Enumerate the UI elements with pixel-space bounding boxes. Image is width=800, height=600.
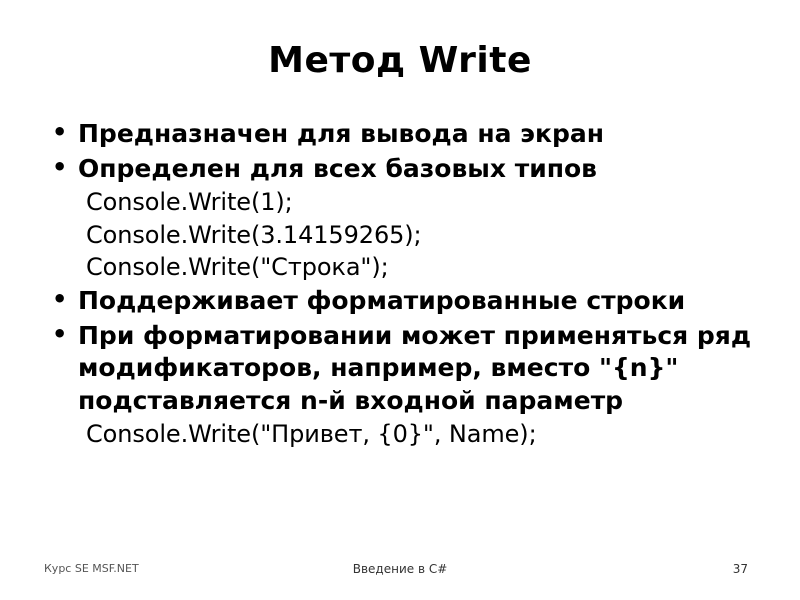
- code-block-2: [40, 419, 760, 451]
- list-item: • При форматировании может применяться ряд модификаторов, например, вместо "{n}" подставляется n-й входной параметр: [40, 320, 760, 418]
- footer-course-label: Курс SE MSF.NET: [44, 562, 139, 575]
- code-block-1: [40, 187, 760, 284]
- list-item: • Определен для всех базовых типов: [40, 153, 760, 186]
- list-item: • Предназначен для вывода на экран: [40, 118, 760, 151]
- slide-footer: [0, 562, 800, 582]
- slide-number: 37: [732, 562, 748, 576]
- code-line: Console.Write("Строка");: [86, 253, 389, 282]
- code-line: Console.Write(3.14159265);: [86, 220, 422, 249]
- code-line: Console.Write("Привет, {0}", Name);: [86, 420, 537, 449]
- page-title: Метод Write: [268, 40, 532, 81]
- slide-content: [40, 118, 760, 452]
- code-line: Console.Write(1);: [86, 188, 293, 216]
- bullet-list-continued: [40, 285, 760, 417]
- list-item: • Поддерживает форматированные строки: [40, 285, 760, 318]
- footer-topic-label: Введение в C#: [352, 562, 448, 576]
- bullet-list: [40, 118, 760, 185]
